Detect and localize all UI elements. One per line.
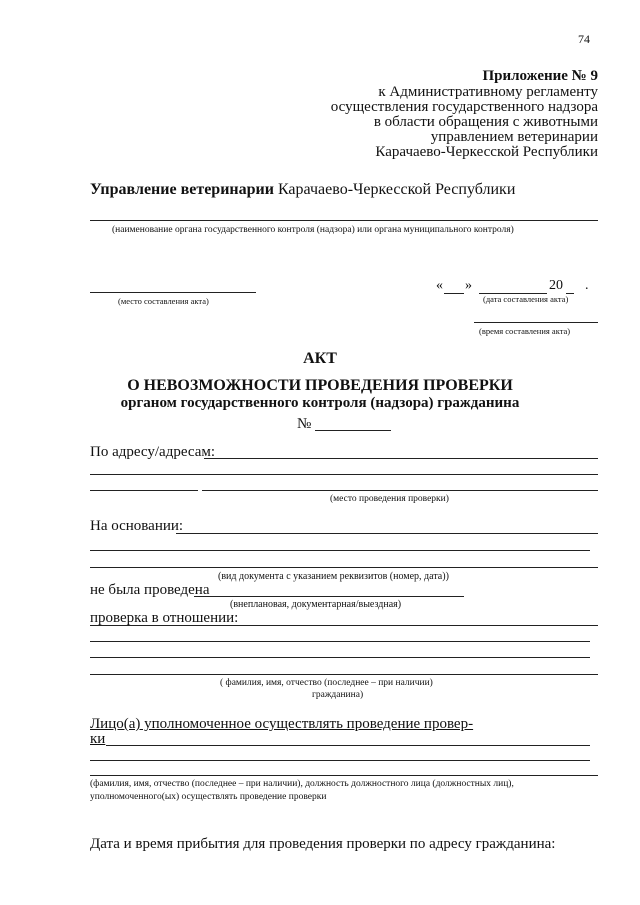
person-line (90, 657, 590, 658)
person-line (90, 674, 598, 675)
basis-line (90, 567, 598, 568)
address-line (90, 474, 598, 475)
authorized-label-cont: ки (90, 731, 106, 747)
address-line (204, 458, 598, 459)
authority-line (90, 220, 598, 221)
date-open-quote: « (436, 278, 443, 293)
date-day-line (444, 293, 464, 294)
appendix-line: Карачаево-Черкесской Республики (375, 144, 598, 160)
basis-caption: (вид документа с указанием реквизитов (номер, дата)) (218, 571, 449, 582)
date-close-quote: » (465, 278, 472, 293)
basis-label: На основании: (90, 518, 184, 534)
authority-caption: (наименование органа государственного контроля (надзора) или органа муниципального контроля) (112, 225, 514, 235)
time-caption: (время составления акта) (479, 326, 571, 336)
authorized-line (90, 760, 590, 761)
appendix-line: в области обращения с животными (373, 114, 598, 130)
appendix-line: осуществления государственного надзора (330, 99, 598, 115)
act-subtitle: О НЕВОЗМОЖНОСТИ ПРОВЕДЕНИЯ ПРОВЕРКИ (127, 377, 513, 394)
inspection-label: проверка в отношении: (90, 610, 239, 626)
authority-name-bold: Управление ветеринарии (90, 181, 274, 198)
date-year-prefix: 20 (549, 278, 563, 293)
appendix-title: Приложение № 9 (482, 68, 598, 84)
appendix-line: к Административному регламенту (378, 84, 598, 100)
address-caption: (место проведения проверки) (330, 494, 449, 504)
authorized-caption: уполномоченного(ых) осуществлять проведение проверки (90, 792, 327, 802)
person-caption: ( фамилия, имя, отчество (последнее – при наличии) (220, 678, 433, 688)
time-line (474, 322, 598, 323)
address-label: По адресу/адресам: (90, 444, 216, 460)
place-line (90, 292, 256, 293)
page-number: 74 (578, 32, 590, 46)
date-year-suffix: . (585, 278, 589, 293)
authorized-line (90, 775, 598, 776)
type-line (194, 596, 464, 597)
basis-line (176, 533, 598, 534)
arrival-label: Дата и время прибытия для проведения проверки по адресу гражданина: (90, 836, 556, 852)
person-caption: гражданина) (312, 690, 364, 700)
place-caption: (место составления акта) (118, 296, 209, 306)
not-conducted-label: не была проведена (90, 582, 210, 598)
act-subtitle-2: органом государственного контроля (надзора) гражданина (120, 395, 520, 411)
act-number-label: № (297, 416, 312, 432)
authority-name-rest: Карачаево-Черкесской Республики (273, 181, 516, 198)
basis-line (90, 550, 590, 551)
act-number-line (315, 430, 391, 431)
inspection-line (222, 625, 598, 626)
act-title: АКТ (303, 350, 337, 367)
date-caption: (дата составления акта) (483, 294, 569, 304)
authorized-line (106, 745, 590, 746)
inspection-line (90, 625, 222, 626)
address-line (202, 490, 598, 491)
address-line (90, 490, 198, 491)
authority-name (90, 181, 515, 199)
person-line (90, 641, 590, 642)
type-caption: (внеплановая, документарная/выездная) (230, 599, 402, 610)
appendix-line: управлением ветеринарии (430, 129, 598, 145)
authorized-label: Лицо(а) уполномоченное осуществлять проведение провер- (90, 716, 474, 732)
authorized-caption: (фамилия, имя, отчество (последнее – при наличии), должность должностного лица (должностных лиц), (90, 779, 514, 789)
